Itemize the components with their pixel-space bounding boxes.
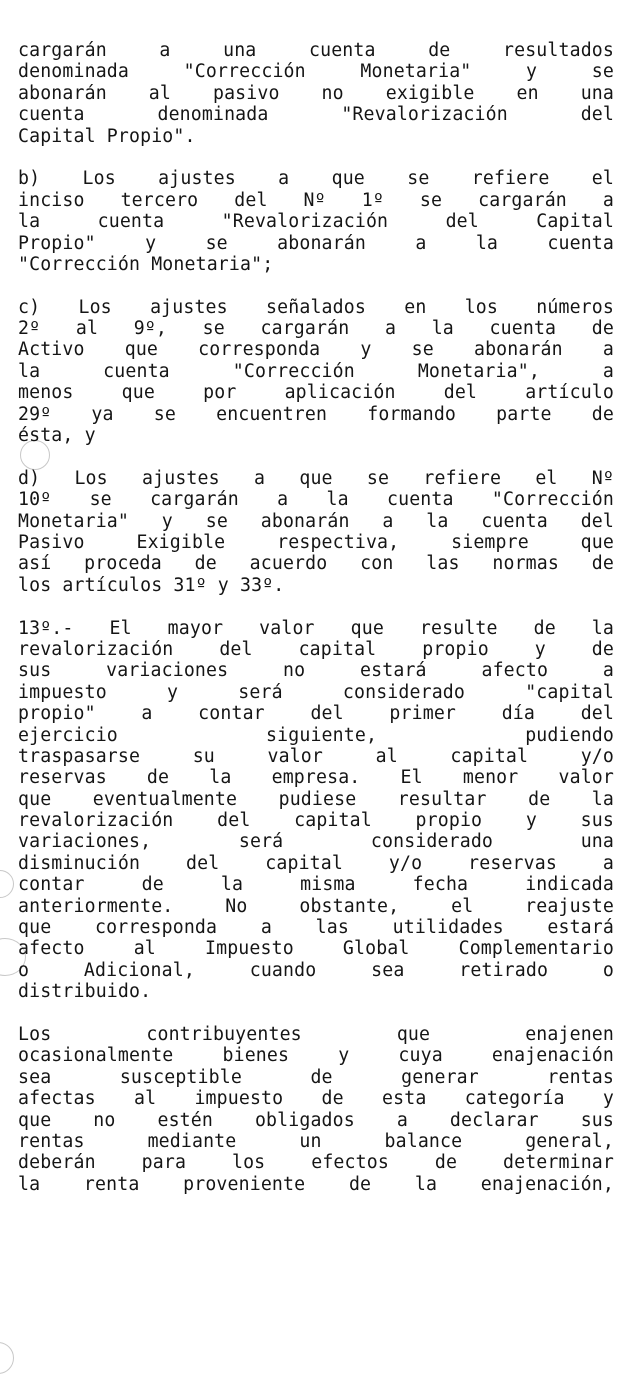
text-line: ocasionalmente bienes y cuya enajenación xyxy=(18,1045,614,1067)
text-line: Capital Propio". xyxy=(18,125,196,147)
paragraph-continuation xyxy=(18,40,614,147)
text-line: inciso tercero del Nº 1º se cargarán a xyxy=(18,189,614,211)
text-line: sus variaciones no estará afecto a xyxy=(18,660,614,682)
text-line: 13º.- El mayor valor que resulte de la xyxy=(18,617,614,639)
text-line: Propio" y se abonarán a la cuenta xyxy=(18,232,614,254)
paragraph-d xyxy=(18,468,614,596)
text-line: revalorización del capital propio y sus xyxy=(18,810,614,832)
text-line: anteriormente. No obstante, el reajuste xyxy=(18,895,614,917)
text-line: distribuido. xyxy=(18,981,152,1003)
text-line: así proceda de acuerdo con las normas de xyxy=(18,553,614,575)
text-line: "Corrección Monetaria"; xyxy=(18,253,274,275)
text-line: o Adicional, cuando sea retirado o xyxy=(18,959,614,981)
text-line: rentas mediante un balance general, xyxy=(18,1130,614,1152)
text-line: abonarán al pasivo no exigible en una xyxy=(18,82,614,104)
text-line: impuesto y será considerado "capital xyxy=(18,681,614,703)
text-line: disminución del capital y/o reservas a xyxy=(18,852,614,874)
text-line: la renta proveniente de la enajenación, xyxy=(18,1173,614,1195)
paragraph-13 xyxy=(18,618,614,1003)
text-line: Monetaria" y se abonarán a la cuenta del xyxy=(18,510,614,532)
text-line: sea susceptible de generar rentas xyxy=(18,1066,614,1088)
text-line: que no estén obligados a declarar sus xyxy=(18,1109,614,1131)
text-line: b) Los ajustes a que se refiere el xyxy=(18,168,614,190)
text-line: traspasarse su valor al capital y/o xyxy=(18,745,614,767)
text-line: d) Los ajustes a que se refiere el Nº xyxy=(18,467,614,489)
text-line: los artículos 31º y 33º. xyxy=(18,574,285,596)
text-line: Los contribuyentes que enajenen xyxy=(18,1023,614,1045)
text-line: denominada "Corrección Monetaria" y se xyxy=(18,61,614,83)
text-line: la cuenta "Corrección Monetaria", a xyxy=(18,360,614,382)
paragraph-contribuyentes xyxy=(18,1024,614,1195)
text-line: propio" a contar del primer día del xyxy=(18,703,614,725)
text-line: 2º al 9º, se cargarán a la cuenta de xyxy=(18,318,614,340)
text-line: reservas de la empresa. El menor valor xyxy=(18,767,614,789)
text-line: afecto al Impuesto Global Complementario xyxy=(18,938,614,960)
text-line: que corresponda a las utilidades estará xyxy=(18,917,614,939)
text-line: variaciones, será considerado una xyxy=(18,831,614,853)
text-line: cuenta denominada "Revalorización del xyxy=(18,104,614,126)
text-line: contar de la misma fecha indicada xyxy=(18,874,614,896)
punch-hole-mark xyxy=(0,870,14,898)
text-line: c) Los ajustes señalados en los números xyxy=(18,296,614,318)
text-line: Activo que corresponda y se abonarán a xyxy=(18,339,614,361)
text-line: 29º ya se encuentren formando parte de xyxy=(18,403,614,425)
text-line: Pasivo Exigible respectiva, siempre que xyxy=(18,531,614,553)
punch-hole-mark xyxy=(0,1342,14,1374)
text-line: afectas al impuesto de esta categoría y xyxy=(18,1088,614,1110)
text-line: ejercicio siguiente, pudiendo xyxy=(18,724,614,746)
text-line: ésta, y xyxy=(18,425,96,447)
text-line: que eventualmente pudiese resultar de la xyxy=(18,788,614,810)
text-line: 10º se cargarán a la cuenta "Corrección xyxy=(18,489,614,511)
text-line: menos que por aplicación del artículo xyxy=(18,382,614,404)
paragraph-c xyxy=(18,297,614,447)
text-line: deberán para los efectos de determinar xyxy=(18,1152,614,1174)
text-line: cargarán a una cuenta de resultados xyxy=(18,40,614,61)
paragraph-b xyxy=(18,168,614,275)
document-body xyxy=(18,40,614,1216)
text-line: la cuenta "Revalorización del Capital xyxy=(18,211,614,233)
text-line: revalorización del capital propio y de xyxy=(18,638,614,660)
